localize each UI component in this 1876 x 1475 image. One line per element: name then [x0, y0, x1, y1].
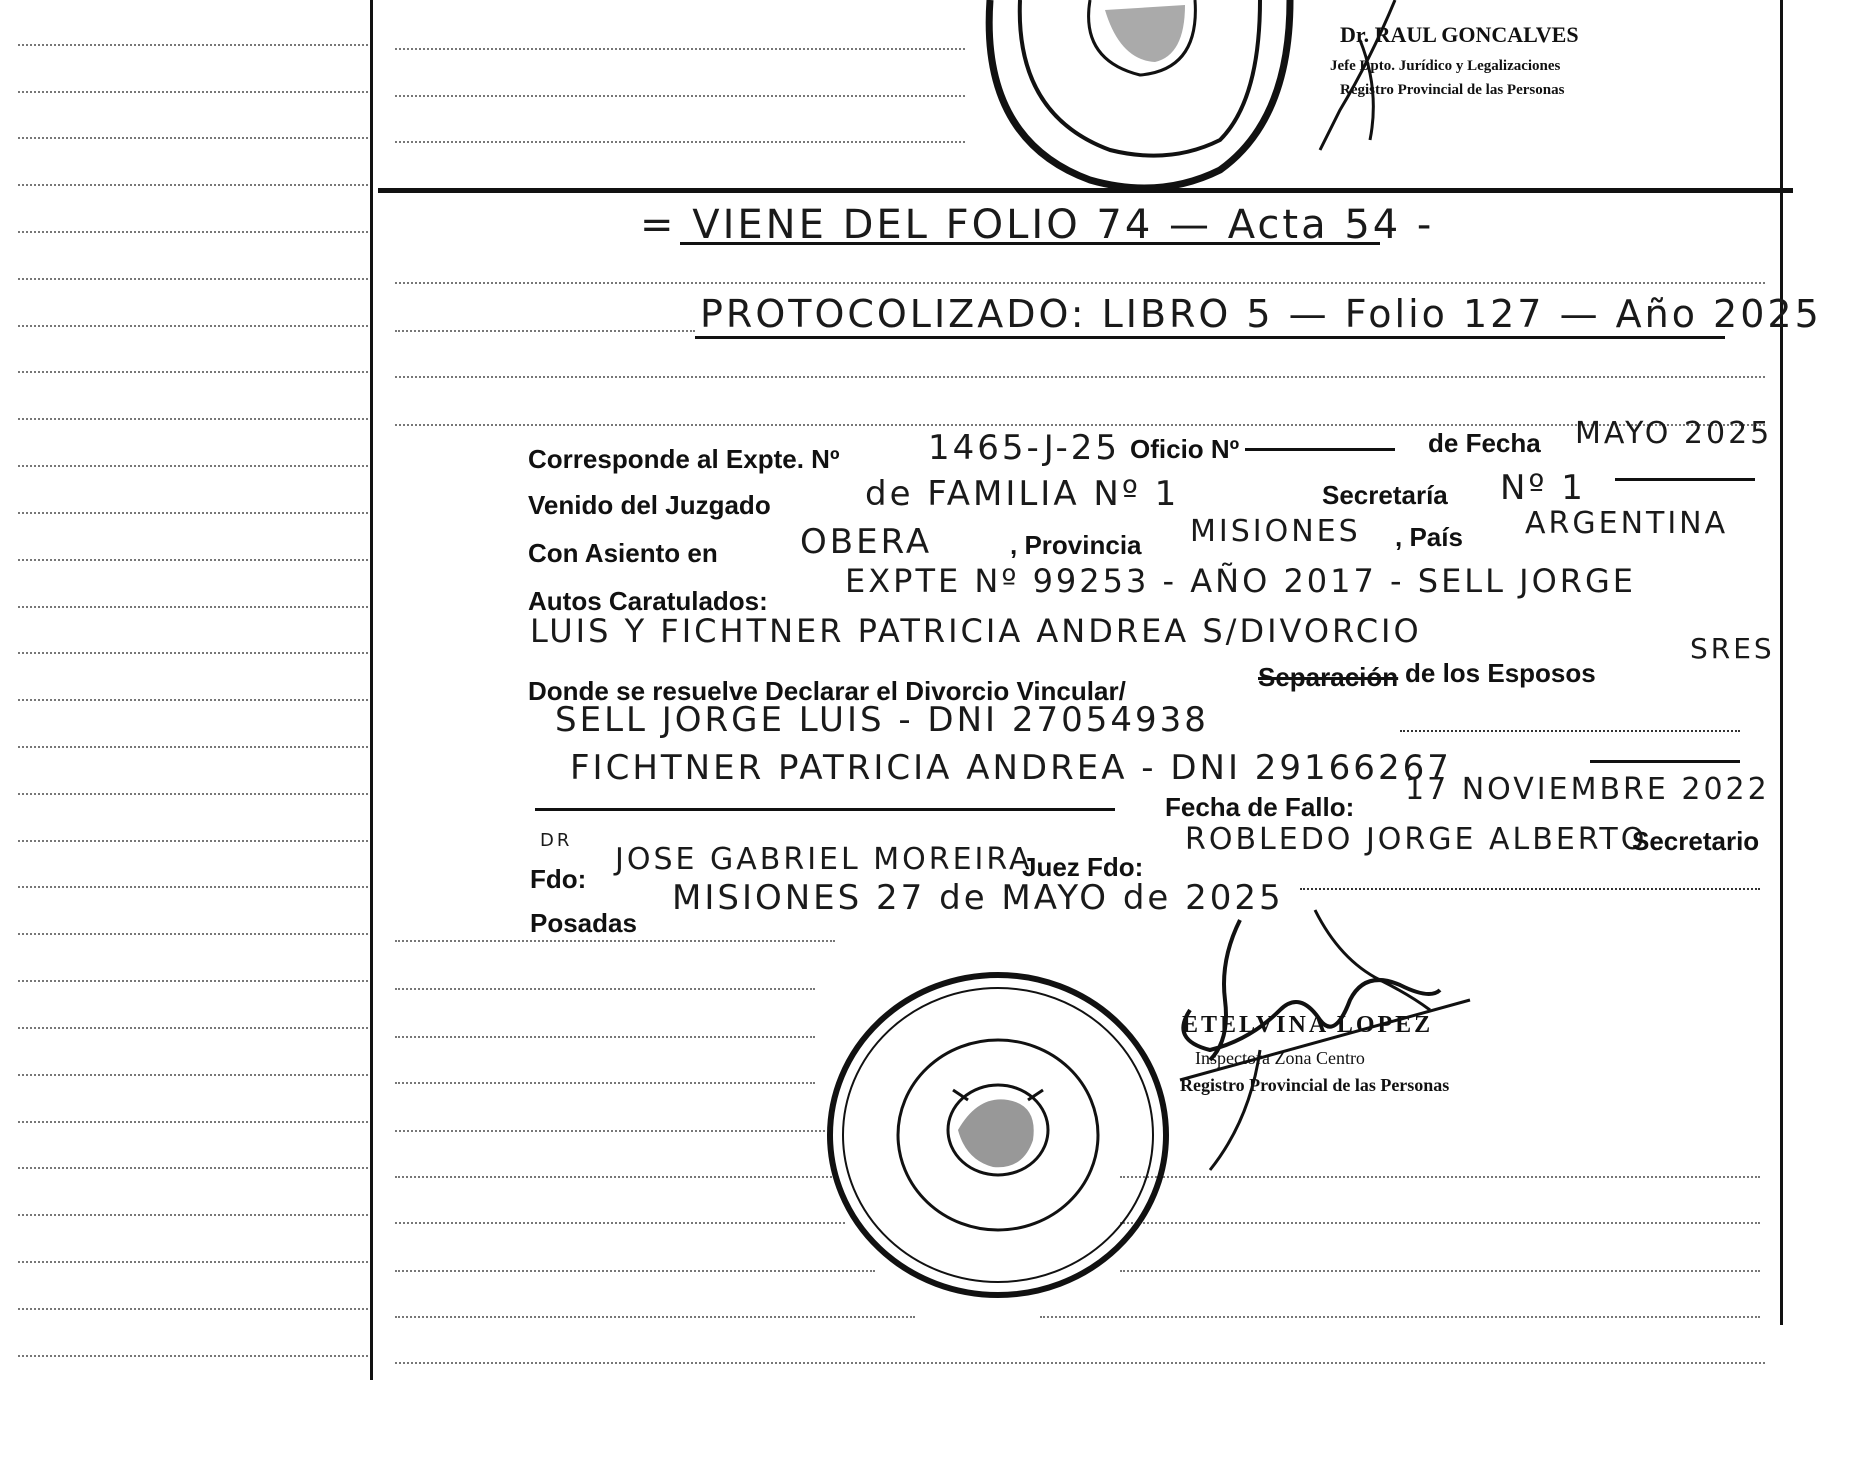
rule-secretaria [1615, 478, 1755, 481]
margin-note-viene-underline [680, 240, 1380, 245]
value-juez-prefix: DR [540, 830, 573, 851]
value-esposo2: FICHTNER PATRICIA ANDREA - DNI 29166267 [570, 748, 1452, 788]
label-fdo1: Fdo: [530, 864, 587, 894]
label-de-los-esposos: de los Esposos [1405, 658, 1596, 688]
blank-oficio [1245, 448, 1395, 451]
label-separacion: Separación [1258, 662, 1399, 692]
label-autos: Autos Caratulados: [528, 586, 768, 616]
label-oficio: Oficio Nº [1130, 434, 1240, 464]
inspector-name: ETELVINA LOPEZ [1182, 1012, 1434, 1038]
value-esposo1: SELL JORGE LUIS - DNI 27054938 [555, 700, 1209, 740]
label-fecha-fallo: Fecha de Fallo: [1165, 792, 1355, 822]
label-secretario: Secretario [1632, 826, 1760, 856]
rule-esposo2 [1590, 760, 1740, 763]
value-sres: SRES [1690, 632, 1775, 665]
value-juzgado: de FAMILIA Nº 1 [865, 474, 1180, 514]
label-asiento: Con Asiento en [528, 538, 718, 568]
margin-note-protocolizado-underline [695, 334, 1725, 339]
value-fecha-fallo: 17 NOVIEMBRE 2022 [1405, 772, 1770, 807]
label-secretaria: Secretaría [1322, 480, 1448, 510]
value-fecha: MAYO 2025 [1575, 416, 1773, 451]
margin-note-protocolizado: PROTOCOLIZADO: LIBRO 5 — Folio 127 — Año 2025 [700, 292, 1822, 336]
label-expte: Corresponde al Expte. Nº [528, 444, 840, 474]
label-donde: Donde se resuelve Declarar el Divorcio Vincular/ [528, 676, 1126, 706]
registry-seal [818, 955, 1178, 1315]
top-official-title: Jefe Dpto. Jurídico y Legalizaciones [1330, 58, 1561, 74]
value-secretario: ROBLEDO JORGE ALBERTO [1185, 822, 1648, 857]
label-pais: , País [1395, 522, 1463, 552]
value-autos-line1: EXPTE Nº 99253 - AÑO 2017 - SELL JORGE [845, 562, 1636, 600]
label-posadas: Posadas [530, 908, 637, 938]
rule-before-fallo [535, 808, 1115, 811]
top-official-name: Dr. RAUL GONCALVES [1340, 22, 1579, 47]
inspector-title: Inspectora Zona Centro [1195, 1048, 1365, 1068]
inspector-signature-graphic [1150, 900, 1490, 1190]
value-asiento: OBERA [800, 522, 933, 562]
value-provincia: MISIONES [1190, 514, 1361, 549]
label-fecha: de Fecha [1428, 428, 1541, 458]
value-posadas: MISIONES 27 de MAYO de 2025 [672, 878, 1284, 918]
margin-note-viene: = VIENE DEL FOLIO 74 — Acta 54 - [640, 202, 1435, 248]
label-juez: Juez Fdo: [1022, 852, 1144, 882]
inspector-office: Registro Provincial de las Personas [1180, 1075, 1450, 1095]
value-autos-line2: LUIS Y FICHTNER PATRICIA ANDREA S/DIVORCIO [530, 612, 1422, 650]
value-juez: JOSE GABRIEL MOREIRA [615, 842, 1033, 877]
column-divider [370, 0, 373, 1380]
label-venido: Venido del Juzgado [528, 490, 771, 520]
rule-esposo1 [1400, 730, 1740, 732]
right-border [1780, 0, 1783, 1325]
value-secretaria: Nº 1 [1500, 468, 1586, 508]
value-expte: 1465-J-25 [928, 428, 1121, 468]
top-official-office: Registro Provincial de las Personas [1340, 82, 1565, 98]
value-pais: ARGENTINA [1525, 506, 1729, 541]
top-seal-graphic [960, 0, 1320, 200]
rule-posadas [1300, 888, 1760, 890]
label-provincia: , Provincia [1010, 530, 1142, 560]
